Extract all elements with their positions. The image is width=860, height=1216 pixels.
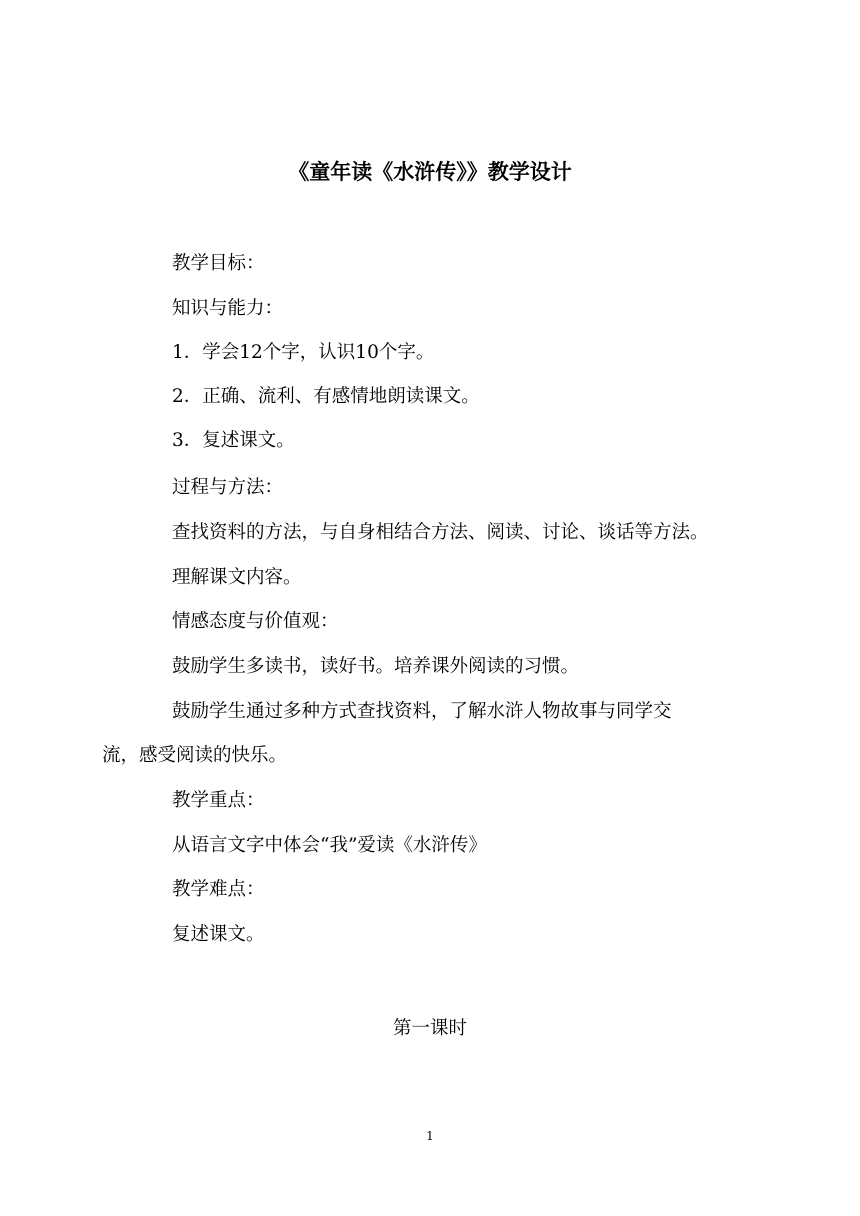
goal-item-2: 2．正确、流利、有感情地朗读课文。 — [172, 386, 480, 407]
emotion-paragraph-2-continued: 流，感受阅读的快乐。 — [102, 745, 288, 766]
page-number: 1 — [426, 1129, 434, 1143]
emotion-paragraph-2: 鼓励学生通过多种方式查找资料，了解水浒人物故事与同学交 — [172, 701, 672, 722]
goal-item-1: 1．学会12个字，认识10个字。 — [172, 342, 435, 363]
heading-emotion-values: 情感态度与价值观： — [172, 611, 339, 632]
heading-process-method: 过程与方法： — [172, 477, 284, 498]
heading-knowledge-ability: 知识与能力： — [172, 298, 284, 319]
heading-key-points: 教学重点： — [172, 790, 265, 811]
key-points-text: 从语言文字中体会“我”爱读《水浒传》 — [172, 835, 487, 856]
heading-teaching-goals: 教学目标： — [172, 253, 265, 274]
difficulties-text: 复述课文。 — [172, 924, 265, 945]
method-paragraph: 查找资料的方法，与自身相结合方法、阅读、讨论、谈话等方法。 — [172, 522, 709, 543]
document-title: 《童年读《水浒传》》教学设计 — [288, 159, 572, 184]
section-heading: 第一课时 — [392, 1018, 467, 1039]
goal-item-3: 3．复述课文。 — [172, 430, 295, 451]
method-paragraph-2: 理解课文内容。 — [172, 567, 302, 588]
emotion-paragraph-1: 鼓励学生多读书，读好书。培养课外阅读的习惯。 — [172, 656, 580, 677]
heading-difficulties: 教学难点： — [172, 879, 265, 900]
